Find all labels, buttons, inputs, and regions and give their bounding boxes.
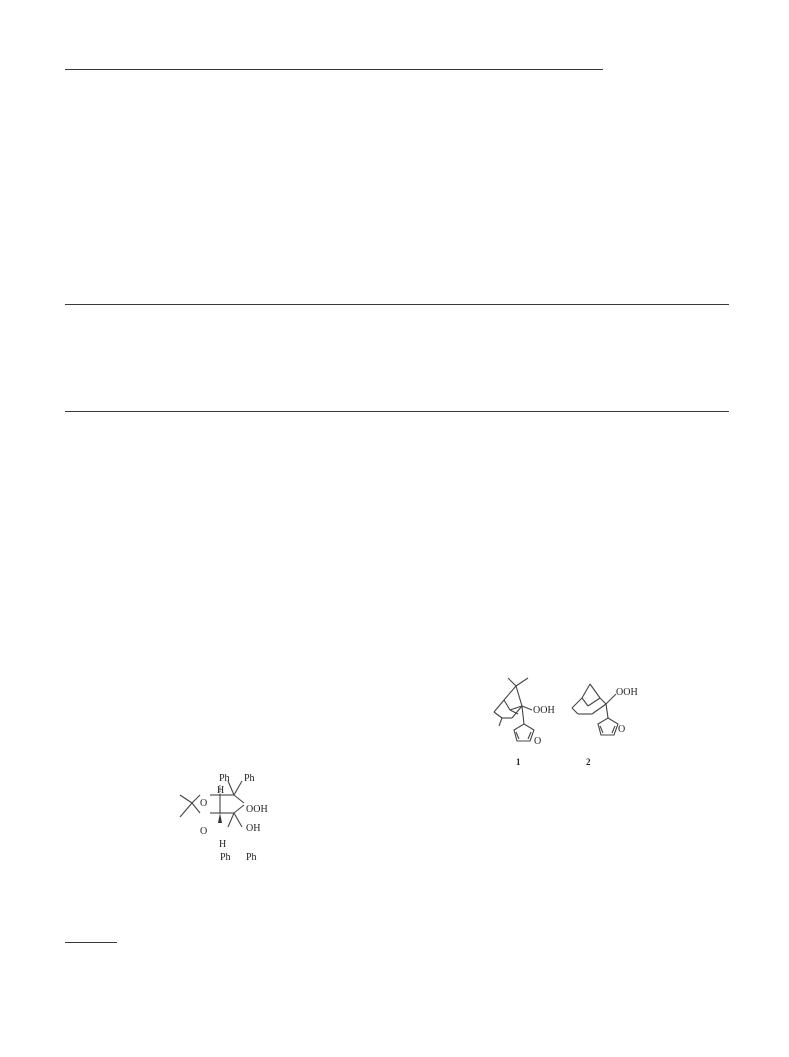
taddol-oh-label: OH — [246, 823, 261, 834]
taddol-ring-o-top: O — [200, 798, 208, 809]
taddol-hydroperoxide-structure — [176, 771, 280, 865]
taddol-ph-top-left: Ph — [219, 773, 230, 784]
taddol-ring-o-bottom: O — [200, 826, 208, 837]
footnote-rule — [65, 942, 117, 943]
section-rule-lower — [65, 411, 729, 412]
compound-2-ooh-label: OOH — [616, 687, 638, 698]
taddol-h-top: H — [217, 785, 225, 796]
compound-2-furan-oxygen-label: O — [618, 724, 626, 735]
taddol-ooh-label: OOH — [246, 804, 268, 815]
taddol-h-bottom: H — [219, 839, 227, 850]
compound-2-number: 2 — [586, 757, 591, 767]
taddol-ph-bottom-right: Ph — [246, 852, 257, 863]
taddol-ph-top-right: Ph — [244, 773, 255, 784]
compound-2-structure — [570, 680, 666, 768]
compound-1-structure — [488, 674, 568, 770]
top-rule — [65, 69, 603, 70]
compound-1-ooh-label: OOH — [533, 705, 555, 716]
compound-1-furan-oxygen-label: O — [534, 736, 542, 747]
taddol-ph-bottom-left: Ph — [220, 852, 231, 863]
section-rule-upper — [65, 304, 729, 305]
wedge-bond — [218, 813, 222, 823]
compound-1-number: 1 — [516, 757, 521, 767]
